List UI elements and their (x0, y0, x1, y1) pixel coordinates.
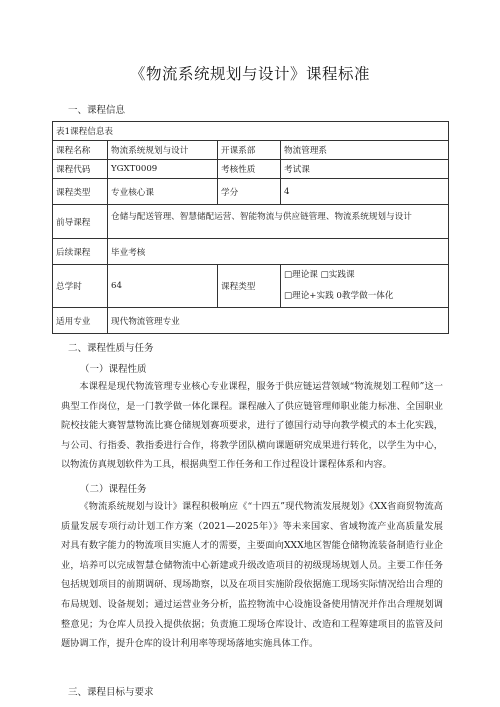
paragraph-course-tasks: 《物流系统规划与设计》课程积极响应《“十四五”现代物流发展规划》《XX省商贸物流高质量发展专项行动计划工作方案（2021—2025年）》等未来国家、省域物流产业高质量发展对具有数字能力的物流项目实施人才的需要，主要面向XXX地区智能仓储物流装备制造行业企业，培养可以完成智慧仓储物流中心新建或升级改造项目的初级现场规划人员。主要工作任务包括规划项目的前期调研、现场勘察，以及在项目实施阶段依据施工现场实际情况给出合理的布局规划、设备规划；通过运营业务分析，监控物流中心设施设备使用情况并作出合理规划调整意见；为仓库人员投入提供依据；负责施工现场仓库设计、改造和工程筹建项目的监管及问题协调工作，提升仓库的设计利用率等现场落地实施具体工作。 (61, 501, 443, 650)
course-info-table (52, 121, 449, 334)
section-heading-course-info: 一、课程信息 (68, 105, 126, 116)
cell-label: 适用专业 (53, 308, 108, 334)
cell-label: 开课系部 (218, 141, 281, 160)
cell-value: 物流管理系 (281, 141, 449, 160)
cell-value: 毕业考核 (108, 239, 449, 265)
cell-value: 考试课 (281, 160, 449, 179)
table-row (53, 179, 449, 205)
cell-value: 专业核心课 (108, 179, 218, 205)
cell-label: 前导课程 (53, 205, 108, 239)
cell-label: 课程类型 (218, 265, 281, 308)
course-type-options (281, 265, 449, 308)
table-caption: 表1课程信息表 (53, 122, 449, 141)
cell-value: 仓储与配送管理、智慧储配运营、智能物流与供应链管理、物流系统规划与设计 (108, 205, 449, 239)
paragraph-course-nature: 本课程是现代物流管理专业核心专业课程，服务于供应链运营领域“物流规划工程师”这一典型工作岗位，是一门教学做一体化课程。课程融入了供应链管理师职业能力标准、全国职业院校技能大赛智慧物流比赛仓储规划赛项要求，进行了德国行动导向教学模式的本土化实践，与公司、行指委、教指委进行合作，将教学团队横向课题研究成果进行转化，以学生为中心，以物流仿真规划软件为工具，根据典型工作任务和工作过程设计课程体系和内容。 (61, 381, 443, 471)
table-row (53, 160, 449, 179)
table-row-hours (53, 265, 449, 308)
cell-label: 课程类型 (53, 179, 108, 205)
table-row-major (53, 308, 449, 334)
cell-value: 64 (108, 265, 218, 308)
cell-label: 课程名称 (53, 141, 108, 160)
cell-value: YGXT0009 (108, 160, 218, 179)
cell-value: 现代物流管理专业 (108, 308, 449, 334)
subheading-course-tasks: （二）课程任务 (80, 484, 147, 495)
table-row (53, 141, 449, 160)
cell-label: 学分 (218, 179, 281, 205)
cell-label: 课程代码 (53, 160, 108, 179)
cell-value: 物流系统规划与设计 (108, 141, 218, 160)
table-row-followup (53, 239, 449, 265)
cell-value: 4 (281, 179, 449, 205)
course-type-option-line: □理论+实践 0教学做一体化 (284, 291, 394, 301)
subheading-course-nature: （一）课程性质 (80, 364, 147, 375)
page-title: 《物流系统规划与设计》课程标准 (129, 65, 370, 83)
section-heading-nature-tasks: 二、课程性质与任务 (68, 343, 154, 354)
cell-label: 后续课程 (53, 239, 108, 265)
cell-label: 考核性质 (218, 160, 281, 179)
cell-label: 总学时 (53, 265, 108, 308)
section-heading-goals: 三、课程目标与要求 (68, 687, 154, 698)
table-row-prereq (53, 205, 449, 239)
course-type-option-line: □理论课 □实践课 (284, 270, 355, 280)
table-caption-row (53, 122, 449, 141)
